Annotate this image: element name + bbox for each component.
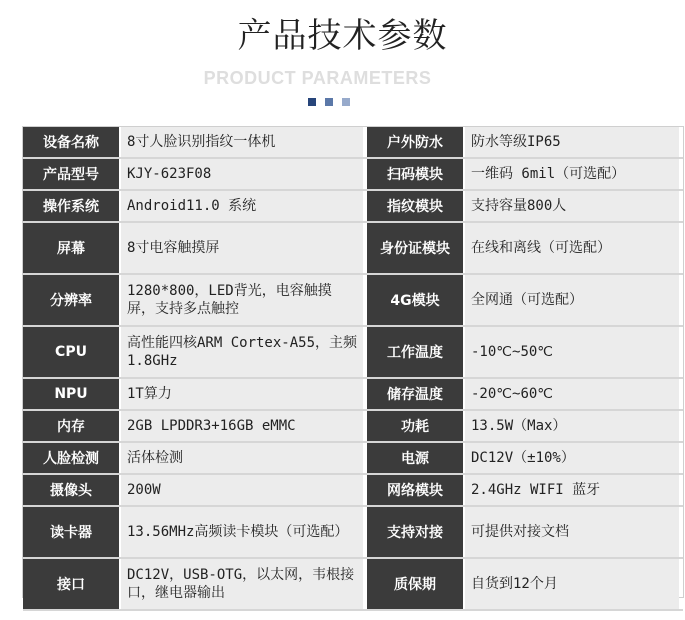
spec-label: CPU <box>23 327 121 377</box>
spec-value: DC12V（±10%） <box>465 443 679 473</box>
spec-value: 高性能四核ARM Cortex-A55，主频1.8GHz <box>121 327 367 377</box>
spec-value: 8寸人脸识别指纹一体机 <box>121 127 367 157</box>
spec-value: 支持容量800人 <box>465 191 679 221</box>
spec-label: 分辨率 <box>23 275 121 325</box>
table-row <box>23 223 683 275</box>
table-row <box>23 475 683 507</box>
spec-value: 可提供对接文档 <box>465 507 679 557</box>
table-row <box>23 159 683 191</box>
spec-label: NPU <box>23 379 121 409</box>
spec-label: 接口 <box>23 559 121 609</box>
spec-label: 4G模块 <box>367 275 465 325</box>
spec-label: 内存 <box>23 411 121 441</box>
spec-value: -10℃~50℃ <box>465 327 679 377</box>
table-row <box>23 379 683 411</box>
spec-value: KJY-623F08 <box>121 159 367 189</box>
spec-label: 身份证模块 <box>367 223 465 273</box>
spec-label: 网络模块 <box>367 475 465 505</box>
table-row <box>23 411 683 443</box>
table-row <box>23 191 683 223</box>
spec-label: 屏幕 <box>23 223 121 273</box>
spec-label: 摄像头 <box>23 475 121 505</box>
spec-value: 防水等级IP65 <box>465 127 679 157</box>
spec-label: 读卡器 <box>23 507 121 557</box>
table-row <box>23 559 683 611</box>
table-row <box>23 507 683 559</box>
square-mid <box>325 98 333 106</box>
table-row <box>23 443 683 475</box>
spec-label: 功耗 <box>367 411 465 441</box>
spec-table <box>23 127 683 611</box>
spec-value: 2GB LPDDR3+16GB eMMC <box>121 411 367 441</box>
page-subtitle: PRODUCT PARAMETERS <box>203 68 432 88</box>
spec-value: 在线和离线（可选配） <box>465 223 679 273</box>
decorative-squares <box>308 98 350 106</box>
spec-value: 13.5W（Max） <box>465 411 679 441</box>
table-row <box>23 327 683 379</box>
spec-value: 全网通（可选配） <box>465 275 679 325</box>
square-dark <box>308 98 316 106</box>
spec-label: 扫码模块 <box>367 159 465 189</box>
spec-label: 操作系统 <box>23 191 121 221</box>
square-light <box>342 98 350 106</box>
spec-label: 储存温度 <box>367 379 465 409</box>
page-title: 产品技术参数 <box>237 16 448 56</box>
spec-value: 2.4GHz WIFI 蓝牙 <box>465 475 679 505</box>
spec-label: 人脸检测 <box>23 443 121 473</box>
spec-value: 1280*800，LED背光，电容触摸屏，支持多点触控 <box>121 275 367 325</box>
spec-value: 活体检测 <box>121 443 367 473</box>
spec-label: 户外防水 <box>367 127 465 157</box>
spec-value: 1T算力 <box>121 379 367 409</box>
spec-value: 一维码 6mil（可选配） <box>465 159 679 189</box>
spec-value: -20℃~60℃ <box>465 379 679 409</box>
spec-value: DC12V，USB-OTG，以太网，韦根接口，继电器输出 <box>121 559 367 609</box>
spec-label: 支持对接 <box>367 507 465 557</box>
spec-label: 工作温度 <box>367 327 465 377</box>
spec-label: 设备名称 <box>23 127 121 157</box>
spec-value: 13.56MHz高频读卡模块（可选配） <box>121 507 367 557</box>
spec-label: 指纹模块 <box>367 191 465 221</box>
spec-label: 质保期 <box>367 559 465 609</box>
table-row <box>23 127 683 159</box>
spec-label: 电源 <box>367 443 465 473</box>
spec-value: 8寸电容触摸屏 <box>121 223 367 273</box>
spec-value: 自货到12个月 <box>465 559 679 609</box>
spec-value: Android11.0 系统 <box>121 191 367 221</box>
spec-value: 200W <box>121 475 367 505</box>
table-row <box>23 275 683 327</box>
spec-label: 产品型号 <box>23 159 121 189</box>
